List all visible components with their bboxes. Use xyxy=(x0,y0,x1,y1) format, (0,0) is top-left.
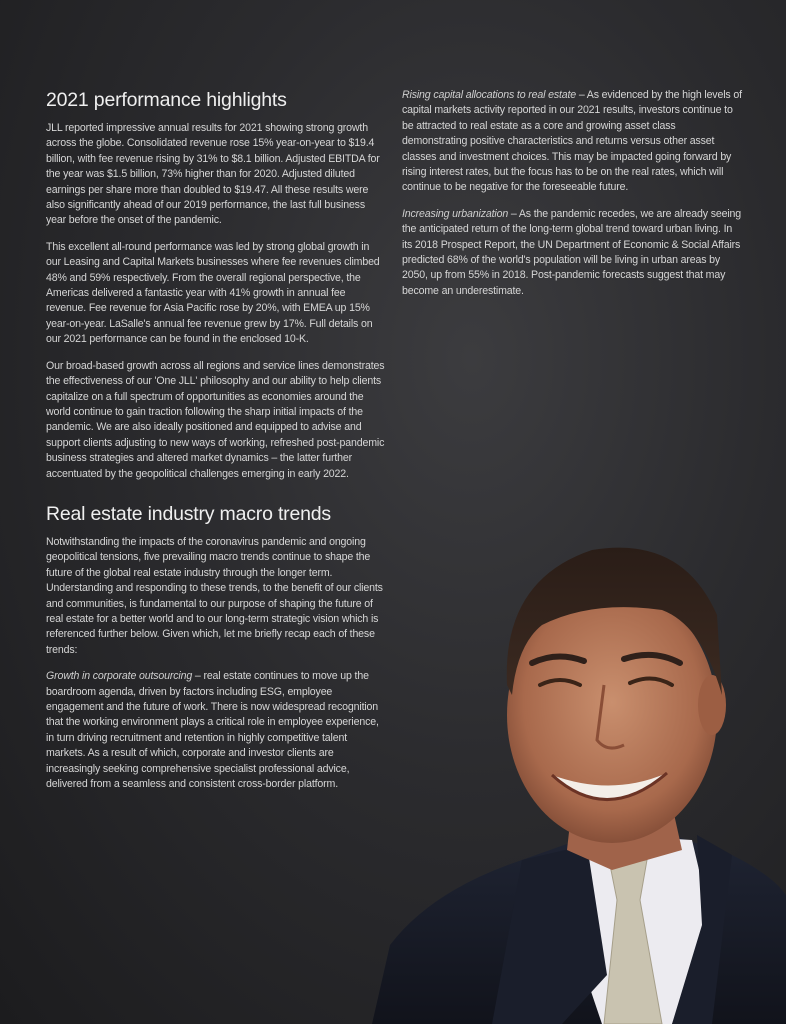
trend-title-urbanization: Increasing urbanization xyxy=(402,207,509,220)
executive-portrait-photo xyxy=(372,505,786,1024)
performance-paragraph-3: Our broad-based growth across all regions and service lines demonstrates the effectiveness of our 'One JLL' philosophy and our ability to help clients capitalize on a full spectrum of opportunities as economies around the world continue to gain traction following the sharp initial impacts of the pandemic. We are also ideally positioned and equipped to advise and support clients adjusting to new ways of working, refreshed post-pandemic business strategies and altered market dynamics – the latter further accentuated by the geopolitical challenges emerging in early 2022. xyxy=(46,359,385,480)
heading-macro-trends: Real estate industry macro trends xyxy=(46,502,331,525)
trend-urbanization xyxy=(402,207,742,299)
trend-capital-allocations xyxy=(402,88,742,196)
heading-performance-highlights: 2021 performance highlights xyxy=(46,89,287,111)
left-column xyxy=(46,88,386,803)
trend-corporate-outsourcing xyxy=(46,669,386,792)
performance-paragraph-1: JLL reported impressive annual results for 2021 showing strong growth across the globe. Consolidated revenue rose 15% year-on-year to $19.4 billion, with fee revenue rising by 31% to $8.1 billion. Adjusted EBITDA for the year was $1.5 billion, 73% higher than for 2020. Adjusted diluted earnings per share more than doubled to $19.47. All these results were also significantly ahead of our 2019 performance, the last full business year before the onset of the pandemic. xyxy=(46,122,380,227)
trend-title-corporate-outsourcing: Growth in corporate outsourcing xyxy=(46,670,193,683)
macro-trends-intro: Notwithstanding the impacts of the coronavirus pandemic and ongoing geopolitical tensions, five prevailing macro trends continue to shape the future of the global real estate industry through the longer term. Understanding and responding to these trends, to the benefit of our clients and communities, is fundamental to our purpose of shaping the future of real estate for a better world and to our long-term strategic vision which is referenced further below. Given which, let me briefly recap each of these trends: xyxy=(46,535,383,656)
trend-text-corporate-outsourcing: – real estate continues to move up the boardroom agenda, driven by factors including ESG, employee engagement and the future of work. There is now widespread recognition that the working environment plays a critical role in employee experience, in turn driving recruitment and retention in highly competitive talent markets. As a result of which, corporate and investor clients are increasingly seeking comprehensive specialist professional advice, delivered from a seamless and consistent cross-border platform. xyxy=(46,670,379,791)
performance-paragraph-2: This excellent all-round performance was led by strong global growth in our Leasing and Capital Markets businesses where fee revenues climbed 48% and 59% respectively. From the overall regional perspective, the Americas delivered a fantastic year with 41% growth in annual fee revenue. Fee revenue for Asia Pacific rose by 20%, with EMEA up 15% year-on-year. LaSalle's annual fee revenue grew by 17%. Full details on our 2021 performance can be found in the enclosed 10-K. xyxy=(46,240,380,346)
right-column xyxy=(402,88,742,310)
trend-text-urbanization: – As the pandemic recedes, we are already seeing the anticipated return of the long-term global trend toward urban living. In its 2018 Prospect Report, the UN Department of Economic & Social Affairs predicted 68% of the world's population will be living in urban areas by 2050, up from 55% in 2018. Post-pandemic forecasts suggest that may become an underestimate. xyxy=(402,207,742,297)
trend-text-capital-allocations: – As evidenced by the high levels of capital markets activity reported in our 2021 results, investors continue to be attracted to real estate as a core and growing asset class demonstrating positive characteristics and returns versus other asset classes and investment choices. This may be impacted going forward by rising interest rates, but the focus has to be on the real rates, which will continue to be negative for the foreseeable future. xyxy=(402,89,742,194)
trend-title-capital-allocations: Rising capital allocations to real estate xyxy=(402,89,577,101)
